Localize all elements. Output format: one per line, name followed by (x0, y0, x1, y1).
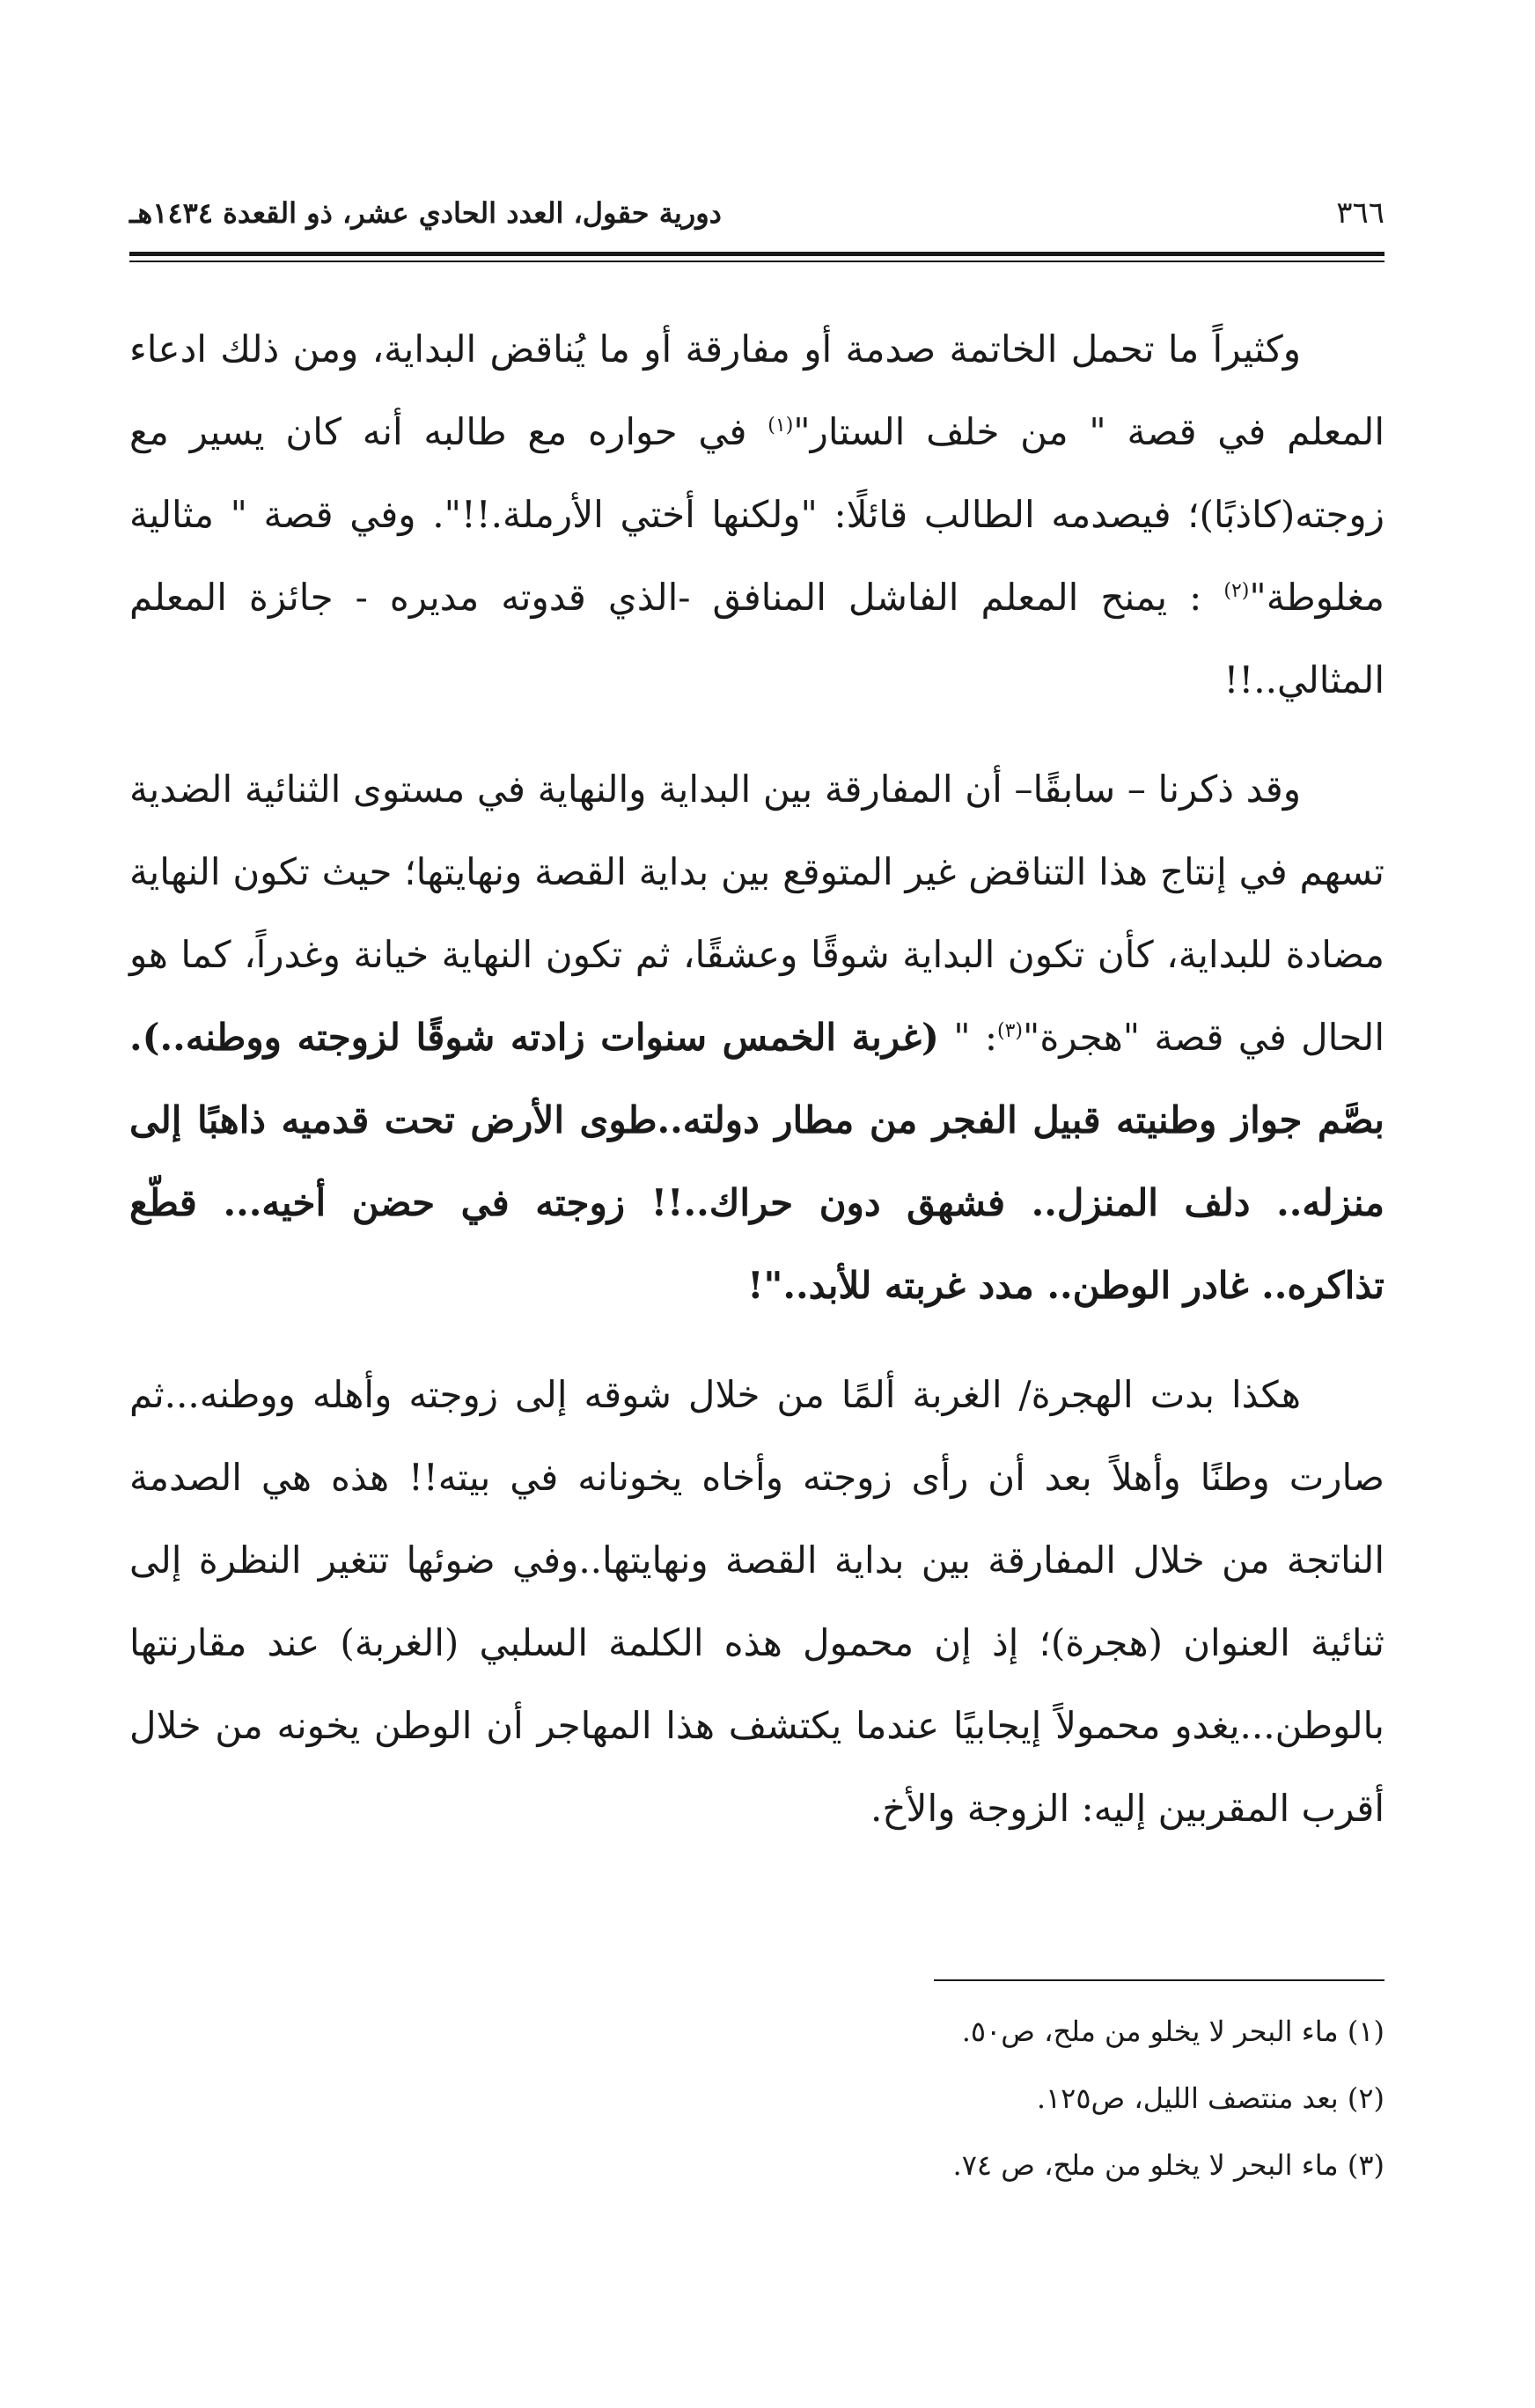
paragraph-2-text-2: : " (938, 1016, 997, 1059)
paragraph-1-text-3: : يمنح المعلم الفاشل المنافق -الذي قدوته مديره - جائزة المعلم المثالي..!! (129, 576, 1384, 701)
paragraph-3-text-1: هكذا بدت الهجرة/ الغربة ألمًا من خلال شوقه إلى زوجته وأهله ووطنه...ثم صارت وطنًا وأهلاً بعد أن رأى زوجته وأخاه يخونانه في بيته!! هذه هي الصدمة الناتجة من خلال المفارقة بين بداية القصة ونهايتها..وفي ضوئها تتغير النظرة إلى ثنائية العنوان (هجرة)؛ إذ إن محمول هذه الكلمة السلبي (الغربة) عند مقارنتها بالوطن...يغدو محمولاً إيجابيًا عندما يكتشف هذا المهاجر أن الوطن يخونه من خلال أقرب المقربين إليه: الزوجة والأخ. (129, 1373, 1384, 1830)
header-rule-thick (129, 252, 1384, 256)
footnote-ref-2: (٢) (1223, 580, 1250, 602)
story-quote: (غربة الخمس سنوات زادته شوقًا لزوجته ووطنه..). بصَّم جواز وطنيته قبيل الفجر من مطار دولته..طوى الأرض تحت قدميه ذاهبًا إلى منزله.. دلف المنزل.. فشهق دون حراك..!! زوجته في حضن أخيه... قطّع تذاكره.. غادر الوطن.. مدد غربته للأبد.."! (129, 1016, 1384, 1307)
paragraph-1 (129, 308, 1384, 722)
footnotes (129, 1998, 1384, 2199)
paragraph-1-text-1: وكثيراً ما تحمل الخاتمة صدمة أو مفارقة أو ما يُناقض البداية، ومن ذلك ادعاء المعلم في قصة " من خلف الستار" (129, 327, 1384, 453)
footnote-ref-1: (١) (768, 415, 794, 437)
footnote-separator (934, 1979, 1384, 1981)
paragraph-1-text-2: في حواره مع طالبه أنه كان يسير مع زوجته(كاذبًا)؛ فيصدمه الطالب قائلًا: "ولكنها أختي الأرملة.!!". وفي قصة " مثالية مغلوطة" (129, 410, 1384, 619)
body-text (129, 308, 1384, 1876)
running-header (129, 187, 1384, 239)
journal-title: دورية حقول، العدد الحادي عشر، ذو القعدة ١٤٣٤هـ (129, 196, 722, 230)
paragraph-2-text-1: وقد ذكرنا – سابقًا– أن المفارقة بين البداية والنهاية في مستوى الثنائية الضدية تسهم في إنتاج هذا التناقض غير المتوقع بين بداية القصة ونهايتها؛ حيث تكون النهاية مضادة للبداية، كأن تكون البداية شوقًا وعشقًا، ثم تكون النهاية خيانة وغدراً، كما هو الحال في قصة "هجرة" (129, 767, 1385, 1059)
footnote-ref-3: (٣) (996, 1020, 1023, 1042)
paragraph-2 (129, 748, 1384, 1327)
footnote-3: (٣) ماء البحر لا يخلو من ملح، ص ٧٤. (952, 2148, 1384, 2182)
header-rule-thin (129, 261, 1384, 262)
page-number: ٣٦٦ (1336, 195, 1384, 231)
footnote-1: (١) ماء البحر لا يخلو من ملح، ص٥٠. (961, 2015, 1384, 2048)
footnote-2: (٢) بعد منتصف الليل، ص١٢٥. (1036, 2081, 1384, 2115)
paragraph-3 (129, 1354, 1384, 1850)
